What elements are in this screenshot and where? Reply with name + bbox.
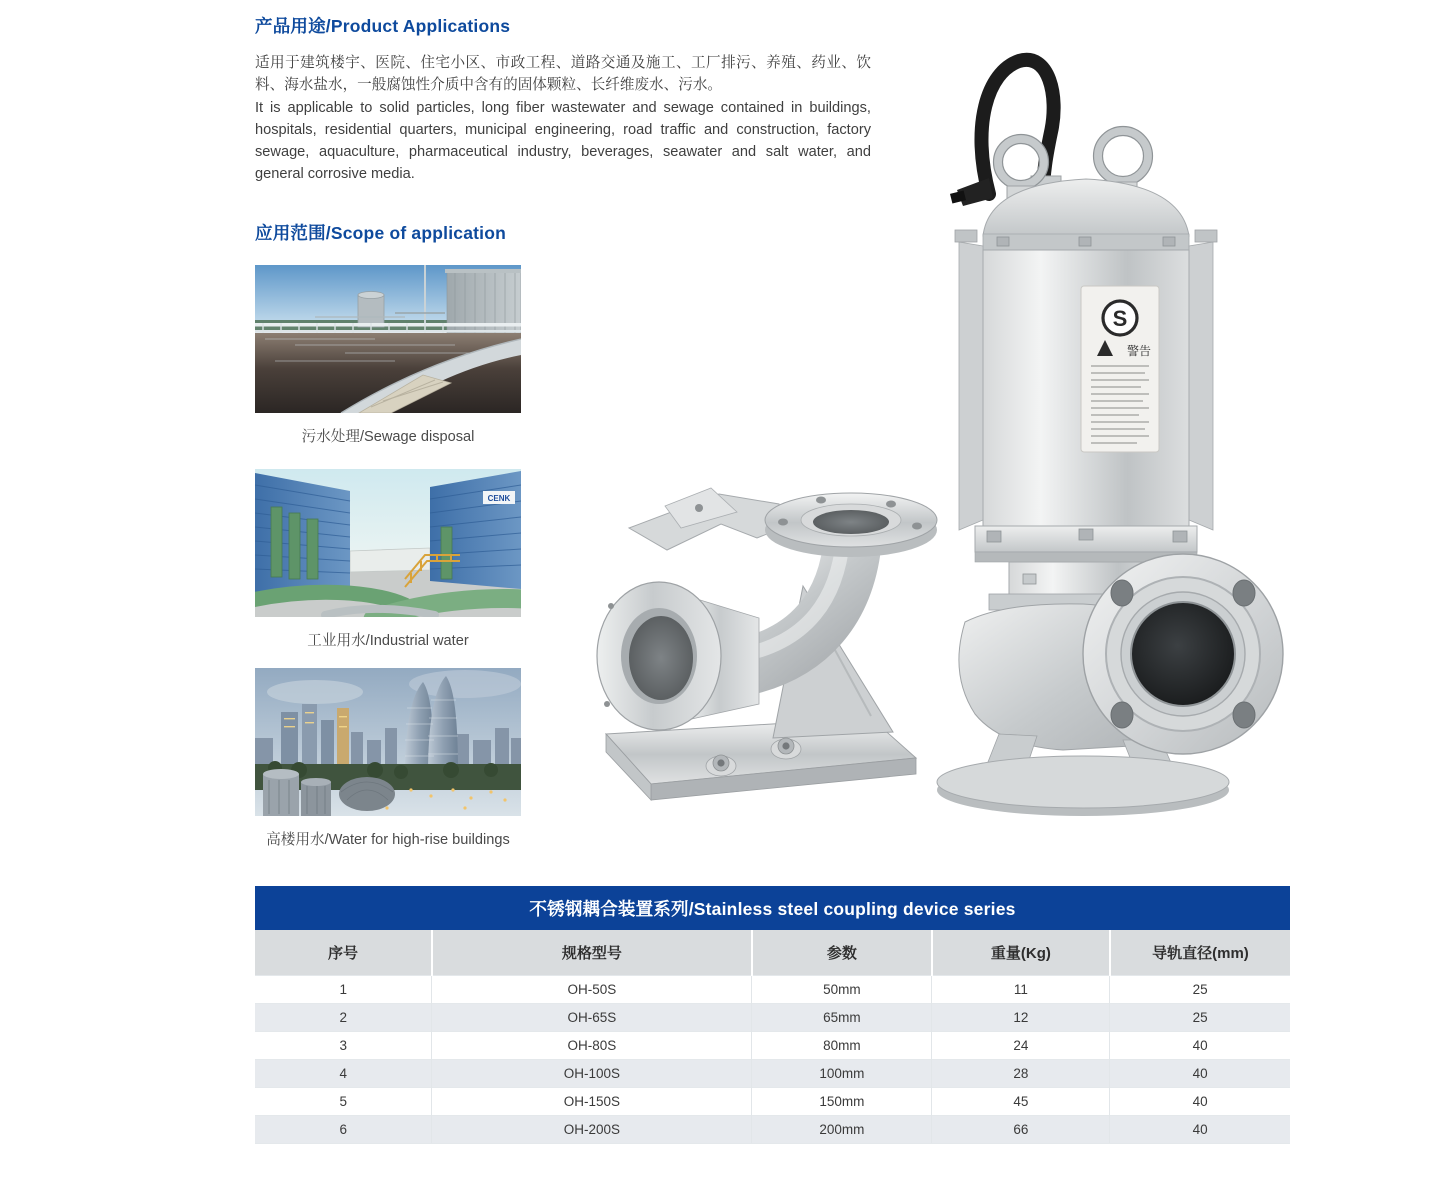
coupling-device-photo: [571, 466, 939, 822]
warning-text: 警告: [1127, 344, 1152, 358]
table-cell: 25: [1110, 1004, 1290, 1032]
table-cell: 100mm: [752, 1060, 932, 1088]
sewage-disposal-photo: [255, 265, 521, 413]
table-cell: 5: [255, 1088, 432, 1116]
building-logo-text: CENK: [487, 494, 511, 503]
table-cell: 40: [1110, 1060, 1290, 1088]
table-cell: OH-150S: [432, 1088, 752, 1116]
table-cell: 3: [255, 1032, 432, 1060]
table-header-row: [255, 930, 1290, 976]
table-cell: 200mm: [752, 1116, 932, 1144]
table-cell: 28: [932, 1060, 1110, 1088]
table-cell: 45: [932, 1088, 1110, 1116]
table-cell: 40: [1110, 1116, 1290, 1144]
spec-table: [255, 930, 1290, 1144]
table-cell: 6: [255, 1116, 432, 1144]
table-cell: 25: [1110, 976, 1290, 1004]
table-cell: 4: [255, 1060, 432, 1088]
figure-caption: 工业用水/Industrial water: [307, 633, 469, 649]
table-row: [255, 1004, 1290, 1032]
coupling-device-illustration: [571, 466, 939, 822]
certification-mark-letter: S: [1112, 306, 1128, 331]
submersible-pump-photo: [931, 34, 1301, 820]
product-applications-heading: 产品用途/Product Applications: [255, 16, 511, 36]
table-column-header: 重量(Kg): [932, 930, 1110, 976]
table-cell: OH-200S: [432, 1116, 752, 1144]
figure-sewage-disposal: [255, 265, 521, 446]
table-row: [255, 1116, 1290, 1144]
intro-paragraphs: [255, 52, 871, 186]
figure-highrise-water: [255, 668, 521, 849]
table-cell: 65mm: [752, 1004, 932, 1032]
table-column-header: 序号: [255, 930, 432, 976]
industrial-water-illustration: [255, 469, 521, 617]
table-row: [255, 1032, 1290, 1060]
sewage-plant-illustration: [255, 265, 521, 413]
table-row: [255, 1088, 1290, 1116]
table-cell: OH-100S: [432, 1060, 752, 1088]
submersible-pump-illustration: [931, 34, 1301, 820]
table-cell: 80mm: [752, 1032, 932, 1060]
table-cell: 1: [255, 976, 432, 1004]
highrise-city-photo: [255, 668, 521, 816]
table-cell: OH-65S: [432, 1004, 752, 1032]
table-cell: OH-80S: [432, 1032, 752, 1060]
table-cell: 12: [932, 1004, 1110, 1032]
table-cell: 66: [932, 1116, 1110, 1144]
table-title: 不锈钢耦合装置系列/Stainless steel coupling device series: [255, 886, 1290, 930]
scope-of-application-heading: 应用范围/Scope of application: [255, 223, 506, 243]
intro-paragraph-zh: 适用于建筑楼宇、医院、住宅小区、市政工程、道路交通及施工、工厂排污、养殖、药业、饮料、海水盐水，一般腐蚀性介质中含有的固体颗粒、长纤维废水、污水。: [255, 55, 871, 94]
table-cell: 50mm: [752, 976, 932, 1004]
industrial-water-photo: [255, 469, 521, 617]
table-row: [255, 976, 1290, 1004]
table-cell: 150mm: [752, 1088, 932, 1116]
figure-industrial-water: [255, 469, 521, 650]
table-cell: 11: [932, 976, 1110, 1004]
coupling-series-table: [255, 886, 1290, 1144]
table-cell: 40: [1110, 1032, 1290, 1060]
figure-caption: 高楼用水/Water for high-rise buildings: [266, 832, 510, 848]
table-column-header: 参数: [752, 930, 932, 976]
table-body: [255, 976, 1290, 1144]
pump-nameplate: [1081, 286, 1159, 452]
table-cell: 40: [1110, 1088, 1290, 1116]
table-cell: 24: [932, 1032, 1110, 1060]
intro-paragraph-en: It is applicable to solid particles, long fiber wastewater and sewage contained in buildings, hospitals, residential quarters, municipal engineering, road traffic and construction, factory sewage, aquaculture, pharmaceutical industry, beverages, seawater and salt water, and general corrosive media.: [255, 99, 871, 183]
figure-caption: 污水处理/Sewage disposal: [301, 429, 475, 445]
table-cell: 2: [255, 1004, 432, 1032]
table-row: [255, 1060, 1290, 1088]
table-column-header: 导轨直径(mm): [1110, 930, 1290, 976]
table-column-header: 规格型号: [432, 930, 752, 976]
table-cell: OH-50S: [432, 976, 752, 1004]
city-skyline-illustration: [255, 668, 521, 816]
